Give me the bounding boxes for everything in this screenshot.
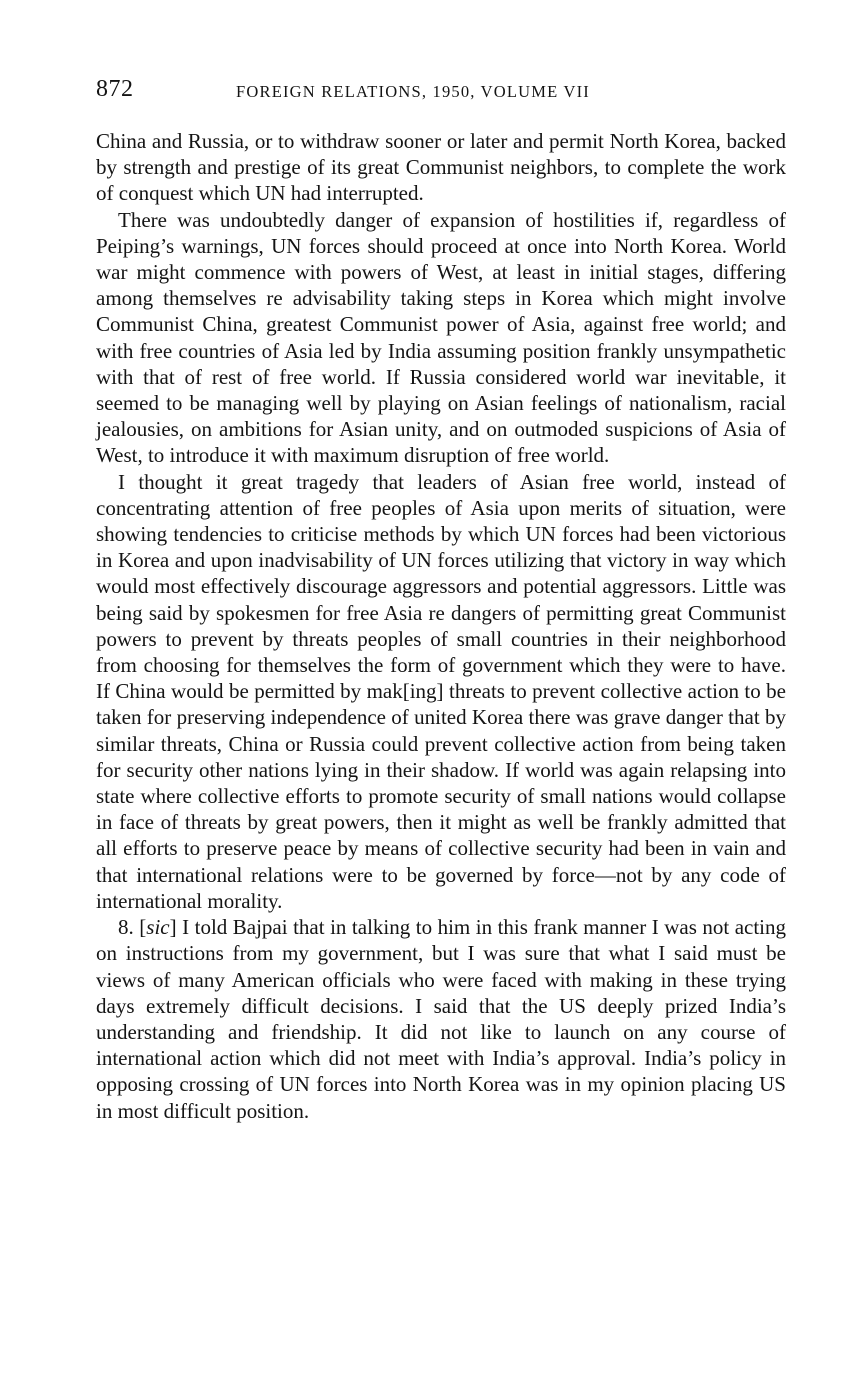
paragraph-continuation [96,128,786,207]
page-number: 872 [96,76,134,102]
paragraph-text: I thought it great tragedy that leaders of Asian free world, instead of concentrating attention of free peoples of Asia upon merits of situation, were showing tendencies to criticise methods by which UN forces had been victorious in Korea and upon inadvisability of UN forces utilizing that victory in way which would most effectively discourage aggressors and potential aggressors. Little was being said by spokesmen for free Asia re dangers of permitting great Communist powers to prevent by threats peoples of small countries in their neighborhood from choosing for themselves the form of government which they were to have. If China would be permitted by mak[ing] threats to prevent collective action to be taken for preserving independence of united Korea there was grave danger that by similar threats, China or Russia could prevent collective action from being taken for security other nations lying in their shadow. If world was again relapsing into state where collective efforts to promote security of small nations would collapse in face of threats by great powers, then it might as well be frankly admitted that all efforts to preserve peace by means of collective security had been in vain and that international relations were to be governed by force—not by any code of international morality. [96,469,786,913]
sic-open-bracket: [ [139,915,147,940]
paragraph-text: I told Bajpai that in talking to him in this frank manner I was not acting on instructions from my government, but I was sure that what I said must be views of many American officials who were faced with making in these trying days extremely difficult decisions. I said that the US deeply prized India’s understanding and friendship. It did not like to launch on any course of international action which did not meet with India’s approval. India’s policy in opposing crossing of UN forces into North Korea was in my opinion placing US in most difficult position. [96,915,787,1123]
paragraph-8 [96,914,786,1124]
document-page [96,70,786,1124]
paragraph-text: There was undoubtedly danger of expansion of hostilities if, regardless of Peiping’s warnings, UN forces should proceed at once into North Korea. World war might commence with powers of West, at least in initial stages, differing among themselves re advisability taking steps in Korea which might involve Communist China, greatest Communist power of Asia, against free world; and with free countries of Asia led by India assuming position frankly unsympathetic with that of rest of free world. If Russia considered world war inevitable, it seemed to be managing well by playing on Asian feelings of nationalism, racial jealousies, on ambitions for Asian unity, and on outmoded suspicions of Asia of West, to introduce it with maximum disruption of free world. [96,207,786,468]
body-text [96,128,786,1124]
paragraph-hostilities [96,207,786,469]
running-title: FOREIGN RELATIONS, 1950, VOLUME VII [236,82,590,101]
sic-close-bracket: ] [169,915,177,940]
running-header [96,70,786,110]
paragraph-asian-leaders [96,469,786,914]
sic-note: sic [146,915,170,940]
paragraph-number: 8. [118,915,134,940]
paragraph-text: China and Russia, or to withdraw sooner or later and permit North Korea, backed by strength and prestige of its great Communist neighbors, to complete the work of conquest which UN had interrupted. [96,129,786,206]
